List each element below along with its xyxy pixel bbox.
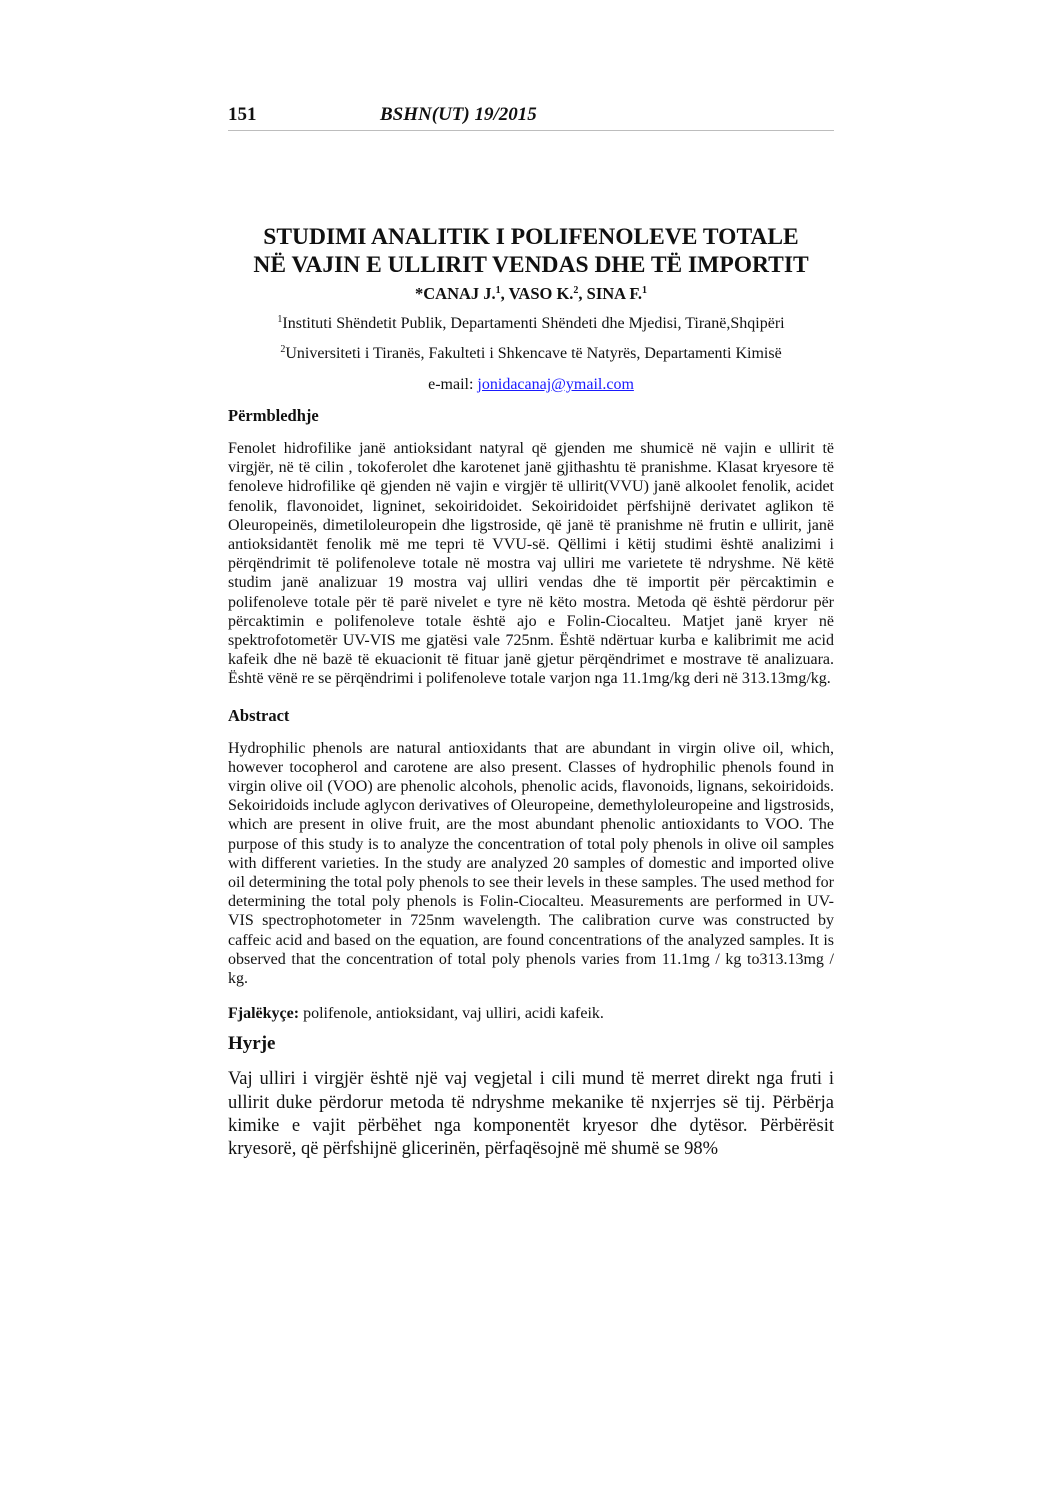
author-name: VASO K. <box>508 284 574 303</box>
affiliation-text: Instituti Shëndetit Publik, Departamenti Shëndeti dhe Mjedisi, Tiranë,Shqipëri <box>282 315 785 332</box>
running-head <box>228 100 834 131</box>
section-heading-hyrje: Hyrje <box>228 1033 276 1055</box>
affiliation-2 <box>228 343 834 365</box>
keywords-line <box>228 1004 834 1024</box>
abstract-paragraph: Hydrophilic phenols are natural antioxidants that are abundant in virgin olive oil, which, however tocopherol and carotene are also present. Classes of hydrophilic phenols found in virgin olive oil (VOO) are phenolic alcohols, phenolic acids, flavonoids, lignans, sekoiridoids. Sekoiridoids include aglycon derivatives of Oleuropeine, demethyloleuropeine and ligstrosids, which are present in olive fruit, are the most abundant phenolic antioxidants to VOO. The purpose of this study is to analyze the concentration of total poly phenols in olive oil samples with different varieties. In the study are analyzed 20 samples of domestic and imported olive oil determining the total poly phenols to see their levels in these samples. The used method for determining the total poly phenols is Folin-Ciocalteu. Measurements are performed in UV-VIS spectrophotometer in 725nm wavelength. The calibration curve was constructed by caffeic acid and based on the equation, are found concentrations of the analyzed samples. It is observed that the concentration of total poly phenols varies from 11.1mg / kg to313.13mg / kg. <box>228 739 834 988</box>
page <box>228 100 834 1180</box>
affiliation-mark: 1 <box>277 314 283 325</box>
section-heading-abstract: Abstract <box>228 705 290 725</box>
author-list: *CANAJ J.$^1$, VASO K.$^2$, SINA F.$^1$ <box>414 284 648 303</box>
affiliation-text: Universiteti i Tiranës, Fakulteti i Shkencave të Natyrës, Departamenti Kimisë <box>285 345 782 362</box>
paper-title-line-2: NË VAJIN E ULLIRIT VENDAS DHE TË IMPORTIT <box>253 252 809 278</box>
page-number: 151 <box>228 104 257 125</box>
affiliation-mark: 2 <box>280 344 286 355</box>
keywords-label: Fjalëkyçe: <box>228 1005 300 1023</box>
paper-title-line-1: STUDIMI ANALITIK I POLIFENOLEVE TOTALE <box>263 224 799 250</box>
email-label: e-mail: <box>428 376 474 393</box>
journal-name: BSHN(UT) 19/2015 <box>380 104 537 125</box>
keywords-text: polifenole, antioksidant, vaj ulliri, acidi kafeik. <box>299 1005 604 1023</box>
email-line <box>228 374 834 396</box>
paper-title <box>228 223 834 279</box>
author-affiliation-mark: 2 <box>573 285 579 296</box>
permbledhje-paragraph: Fenolet hidrofilike janë antioksidant natyral që gjenden me shumicë në vajin e ullirit të virgjër, në të cilin , tokoferolet dhe karotenet janë gjithashtu të pranishme. Klasat kryesore të fenoleve hidrofilike që gjenden në vajin e virgjër të ullirit(VVU) janë alkoolet fenolik, acidet fenolik, flavonoidet, ligninet, sekoiridoidet. Sekoiridoidet përfshijnë derivatet aglikon të Oleuropeinës, dimetiloleuropein dhe ligstroside, që janë të pranishme në frutin e ullirit, janë antioksidantët fenolik më me tepri të VVU-së. Qëllimi i këtij studimi është analizimi i përqëndrimit të polifenoleve totale në mostra vaj ulliri me varietete të ndryshme. Në këtë studim janë analizuar 19 mostra vaj ulliri vendas dhe të importit për përcaktimin e polifenoleve totale për të parë nivelet e tyre në këto mostra. Metoda që është përdorur për përcaktimin e polifenoleve totale është ajo e Folin-Ciocalteu. Matjet janë kryer në spektrofotometër UV-VIS me gjatësi vale 725nm. Është ndërtuar kurba e kalibrimit me acid kafeik dhe në bazë të ekuacionit të fituar janë gjetur përqëndrimet e mostrave të analizuara. Është vënë re se përqëndrimi i polifenoleve totale varjon nga 11.1mg/kg deri në 313.13mg/kg. <box>228 440 834 688</box>
section-heading-permbledhje: Përmbledhje <box>228 406 319 425</box>
email-link[interactable]: jonidacanaj@ymail.com <box>477 376 634 393</box>
introduction-paragraph: Vaj ulliri i virgjër është një vaj vegjetal i cili mund të merret direkt nga fruti i ullirit duke përdorur metoda të ndryshme mekanike të nxjerrjes së tij. Përbërja kimike e vajit përbëhet nga komponentët kryesor dhe dytësor. Përbërësit kryesorë, që përfshijnë glicerinën, përfaqësojnë më shumë se 98% <box>228 1069 834 1160</box>
author-name: *CANAJ J. <box>414 284 496 303</box>
author-affiliation-mark: 1 <box>495 285 501 296</box>
author-affiliation-mark: 1 <box>642 285 648 296</box>
affiliation-1 <box>228 313 834 335</box>
author-name: SINA F. <box>586 284 643 303</box>
